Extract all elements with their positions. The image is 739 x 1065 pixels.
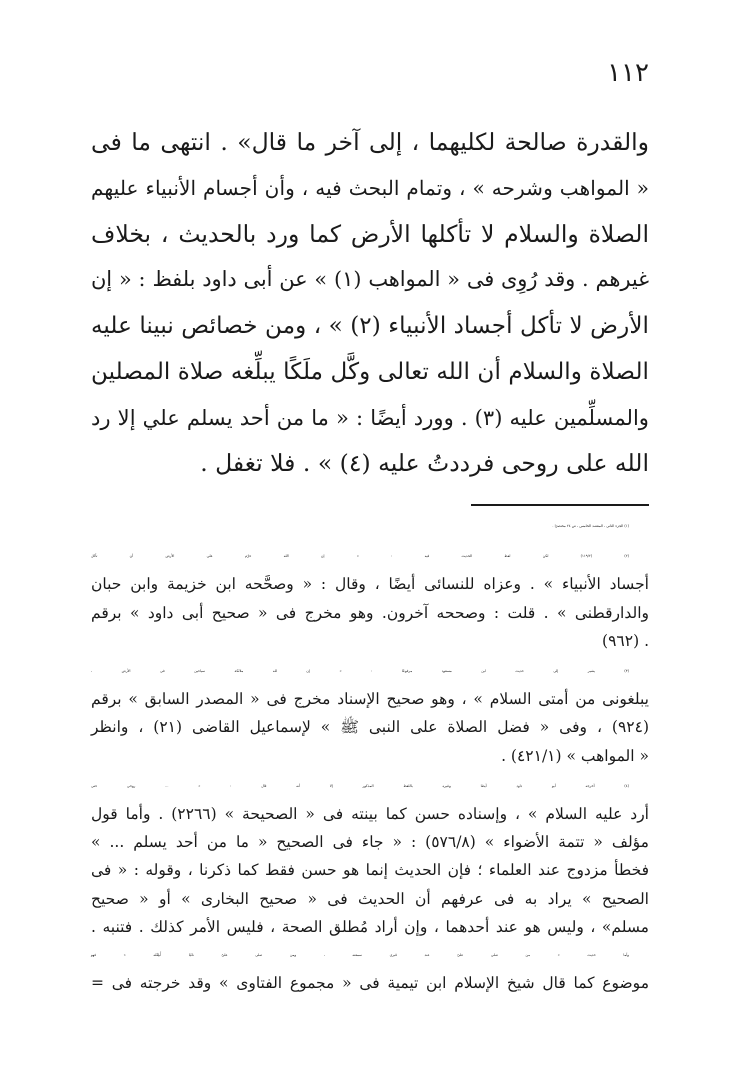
main-text [91, 120, 649, 486]
footnote-line: « المواهب » (٤٢١/١) . [501, 746, 649, 765]
footnote-line: . (٩٦٢) [602, 631, 649, 650]
footnote-line: مسلم» ، وليس هو عند أحدهما ، وإن أراد مُطلق الصحة ، فليس الأمر كذلك . فتنبه . [91, 917, 649, 936]
main-line: والقدرة صالحة لكليهما ، إلى آخر ما قال» . انتهى ما فى [91, 128, 649, 156]
footnote-line: (١) الجزء الثانى ، المقصد الخامس ، ص ٢٤ مختصرًا . [552, 524, 629, 528]
footnote-4 [91, 772, 649, 998]
footnote-line: مؤلف « تتمة الأضواء » (٥٧٦/٨) : « جاء فى الصحيح « ما من أحد يسلم ... » [91, 833, 649, 852]
footnote-line: (٢) (١١٩/٢) لكن لفظ الحديث فيه : « إن الله حرَّم على الأرض أن تأكل [91, 554, 630, 559]
footnote-line: (٤) أخرجه أبو داود أيضًا وغيره باللفظ المذكور إلا أنه قال : « ... روحى حتى [91, 783, 629, 788]
main-line: « المواهب وشرحه » ، وتمام البحث فيه ، وأن أجسام الأنبياء عليهم [91, 175, 649, 200]
footnote-line: (٩٢٤) ، وفى « فضل الصلاة على النبى ﷺ » لإسماعيل القاضى (٢١) ، وانظر [91, 718, 649, 737]
footnote-separator [471, 504, 649, 506]
footnote-line: يبلغونى من أمتى السلام » ، وهو صحيح الإسناد مخرج فى « المصدر السابق » برقم [91, 690, 649, 709]
footnote-line: (٣) يشير إلى حديث ابن مسعود مرفوعًا : « إن لله ملائكة سياحين فى الأرض ، [91, 669, 629, 674]
footnote-line: الصحيح » يراد به فى عرفهم أن الحديث فى « صحيح البخارى » أو « صحيح [91, 889, 649, 908]
page-number: ١١٢ [607, 58, 649, 88]
main-line: والمسلِّمين عليه (٣) . وورد أيضًا : « ما من أحد يسلم علي إلا رد [91, 404, 649, 430]
main-line: الله على روحى فرددتُ عليه (٤) » . فلا تغفل . [200, 448, 649, 477]
footnote-line: أجساد الأنبياء » . وعزاه للنسائى أيضًا ، وقال : « وصحَّحه ابن خزيمة وابن حبان [91, 575, 649, 594]
footnote-line: وأما حديث « من صلى علىّ عند قبرى سمعته ، ومن صلى علىّ نائيًا أُبلِغْتُه » فهو [91, 953, 629, 958]
footnote-line: فخطأ مزدوج عند العلماء ؛ فإن الحديث إنما هو حسن فقط كما ذكرنا ، وقوله : « فى [91, 861, 649, 880]
footnotes [91, 512, 649, 997]
footnote-2 [91, 542, 649, 655]
footnote-line: موضوع كما قال شيخ الإسلام ابن تيمية فى « مجموع الفتاوى » وقد خرجته فى = [91, 974, 649, 993]
footnote-1 [91, 512, 649, 540]
footnote-line: أرد عليه السلام » ، وإسناده حسن كما بينته فى « الصحيحة » (٢٢٦٦) . وأما قول [91, 805, 649, 824]
main-line: الصلاة والسلام لا تأكلها الأرض كما ورد بالحديث ، بخلاف [91, 219, 649, 248]
main-line: غيرهم . وقد رُوِى فى « المواهب (١) » عن أبى داود بلفظ : « إن [91, 267, 649, 292]
footnote-3 [91, 657, 649, 770]
footnote-line: والدارقطنى » . قلت : وصححه آخرون. وهو مخرج فى « صحيح أبى داود » برقم [91, 603, 649, 622]
main-line: الأرض لا تأكل أجساد الأنبياء (٢) » ، ومن خصائص نبينا عليه [91, 312, 649, 340]
main-line: الصلاة والسلام أن الله تعالى وكَّل ملَكًا يبلِّغه صلاة المصلين [91, 357, 649, 385]
